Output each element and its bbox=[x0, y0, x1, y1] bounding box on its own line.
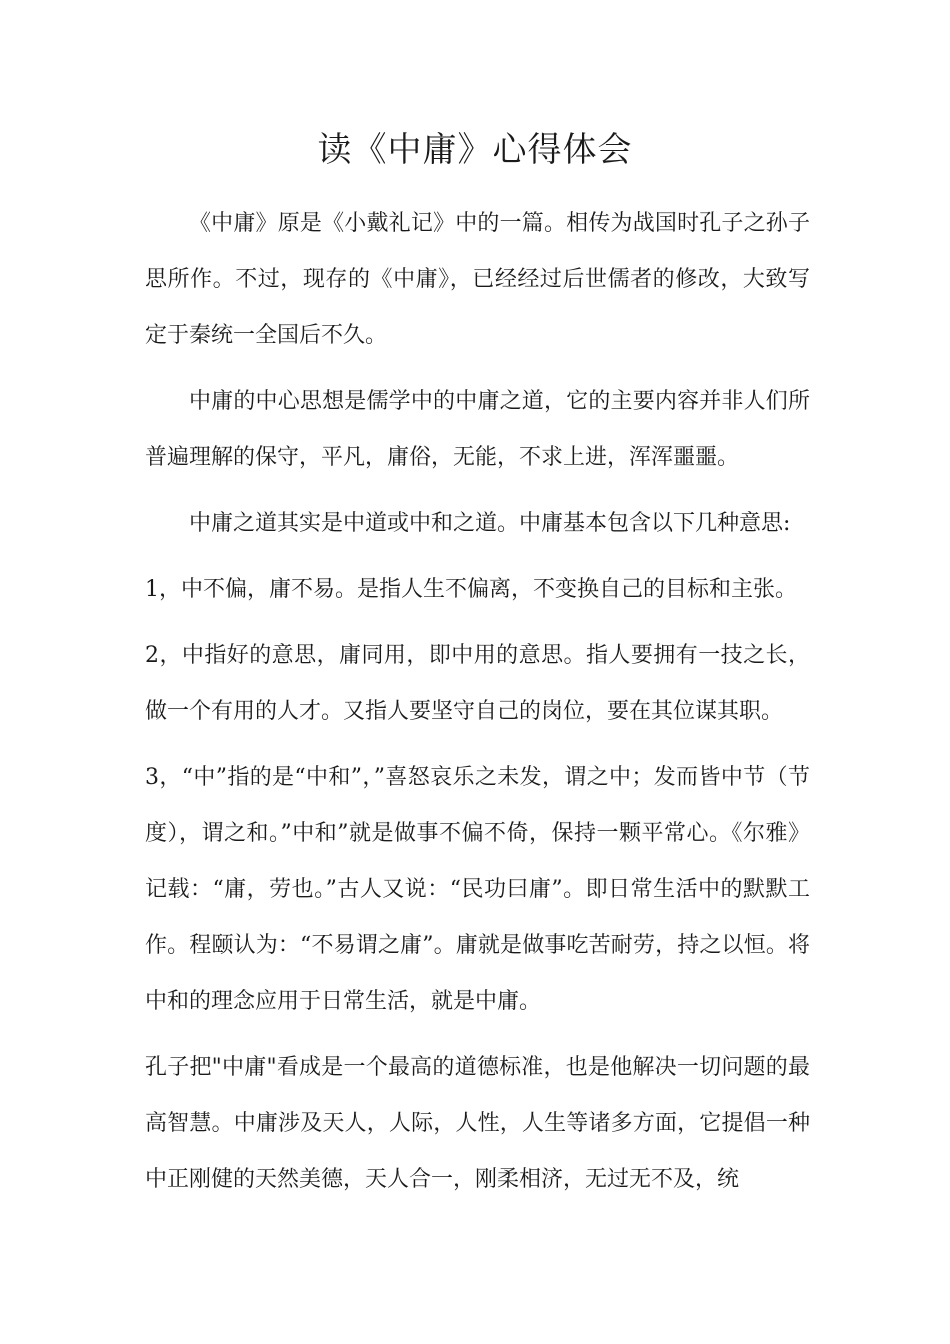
paragraph-meaning-3: 3，“中”指的是“中和”，”喜怒哀乐之未发，谓之中；发而皆中节（节度），谓之和。”中和”就是做事不偏不倚，保持一颗平常心。《尔雅》记载：“庸，劳也。”古人又说：“民功曰庸”。即日常生活中的默默工作。程颐认为：“不易谓之庸”。庸就是做事吃苦耐劳，持之以恒。将中和的理念应用于日常生活，就是中庸。 bbox=[145, 765, 810, 1014]
paragraph-intro: 《中庸》原是《小戴礼记》中的一篇。相传为战国时孔子之孙子思所作。不过，现存的《中庸》，已经经过后世儒者的修改，大致写定于秦统一全国后不久。 bbox=[145, 211, 810, 348]
document-body bbox=[145, 196, 810, 1218]
document-title: 读《中庸》心得体会 bbox=[317, 130, 633, 170]
paragraph-meaning-1: 1，中不偏，庸不易。是指人生不偏离，不变换自己的目标和主张。 bbox=[145, 577, 797, 602]
paragraph-meaning-2: 2，中指好的意思，庸同用，即中用的意思。指人要拥有一技之长，做一个有用的人才。又指人要坚守自己的岗位，要在其位谋其职。 bbox=[145, 643, 810, 724]
paragraph-meanings-intro: 中庸之道其实是中道或中和之道。中庸基本包含以下几种意思: bbox=[189, 511, 791, 536]
paragraph-central-idea: 中庸的中心思想是儒学中的中庸之道，它的主要内容并非人们所普遍理解的保守，平凡，庸俗，无能，不求上进，浑浑噩噩。 bbox=[145, 389, 810, 470]
paragraph-confucius: 孔子把"中庸"看成是一个最高的道德标准，也是他解决一切问题的最高智慧。中庸涉及天人，人际，人性，人生等诸多方面，它提倡一种中正刚健的天然美德，天人合一，刚柔相济，无过无不及，统 bbox=[145, 1055, 810, 1192]
